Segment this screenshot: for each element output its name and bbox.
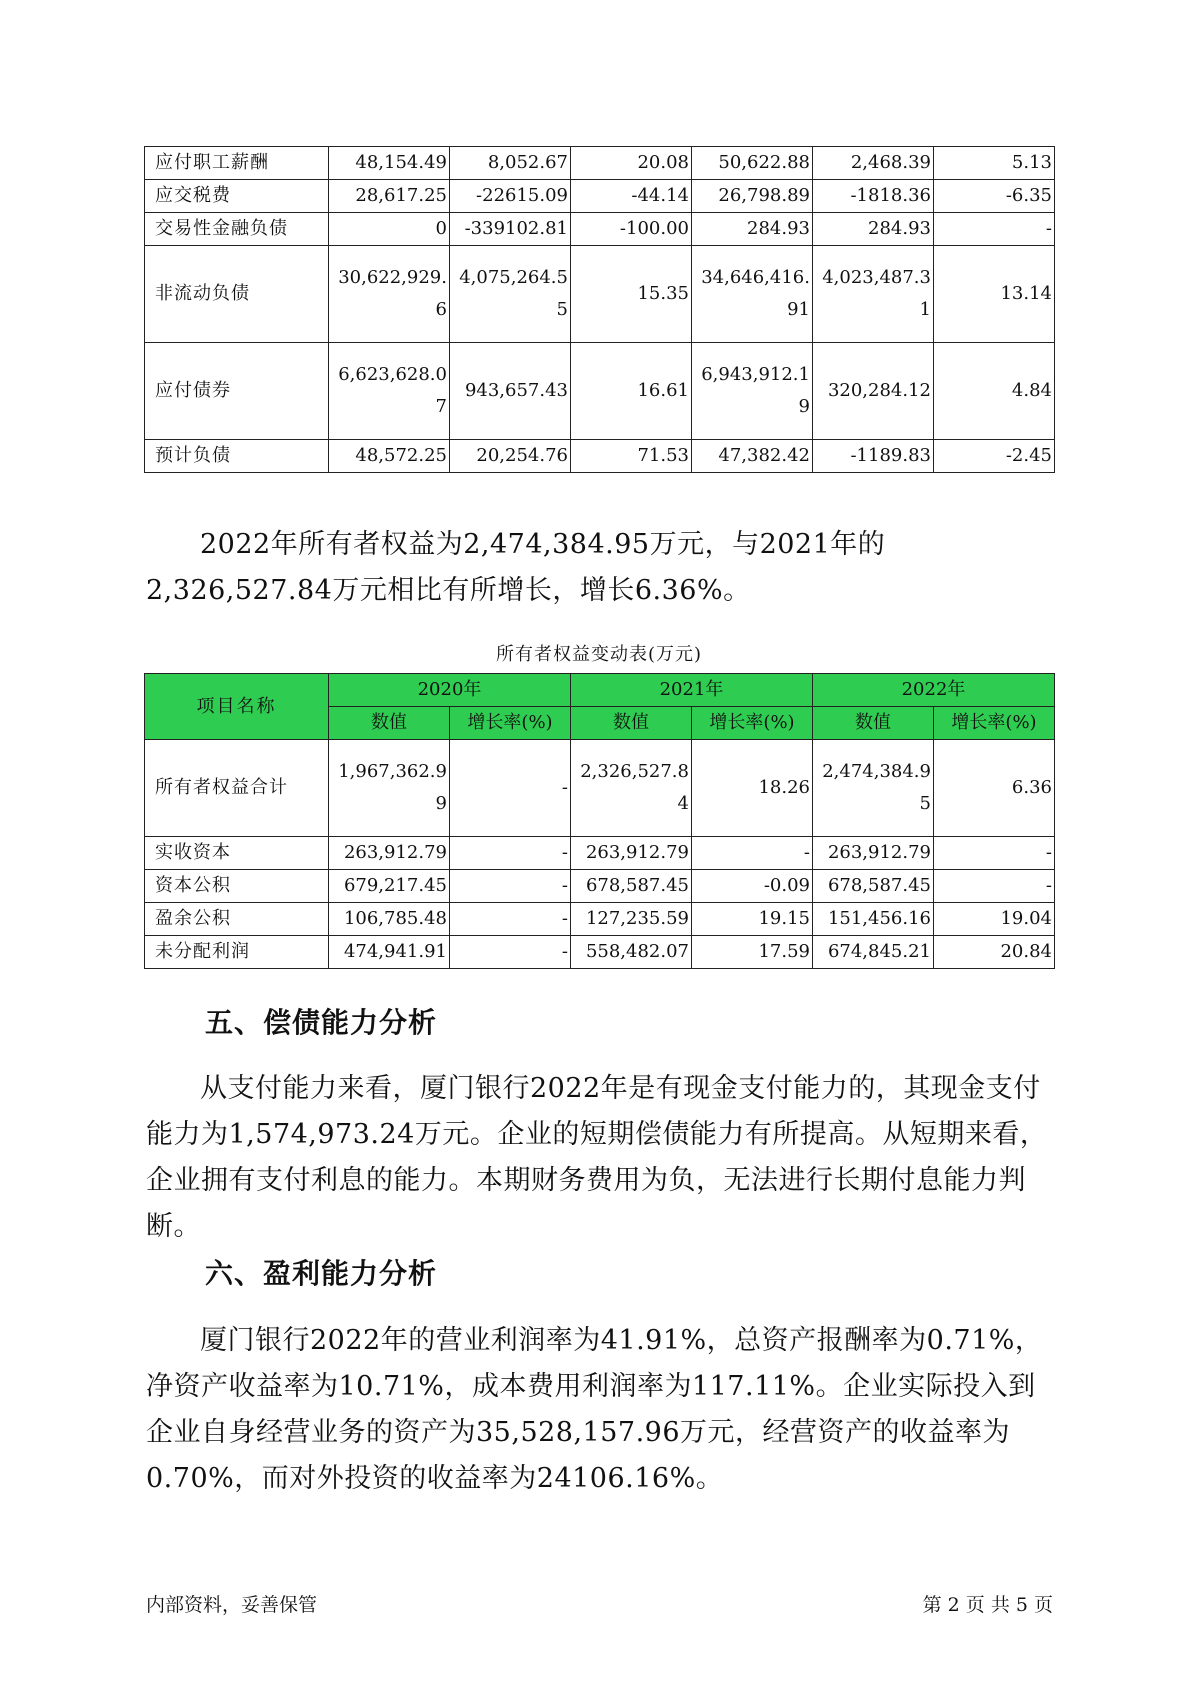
cell: 47,382.42 bbox=[692, 440, 813, 473]
cell: -339102.81 bbox=[450, 213, 571, 246]
cell: 558,482.07 bbox=[571, 936, 692, 969]
header-year: 2021年 bbox=[571, 674, 813, 707]
cell: 13.14 bbox=[934, 246, 1055, 343]
cell: 17.59 bbox=[692, 936, 813, 969]
cell: 26,798.89 bbox=[692, 180, 813, 213]
header-value: 数值 bbox=[329, 707, 450, 740]
cell: 2,468.39 bbox=[813, 147, 934, 180]
cell: - bbox=[934, 870, 1055, 903]
solvency-paragraph: 从支付能力来看，厦门银行2022年是有现金支付能力的，其现金支付能力为1,574,973.24万元。企业的短期偿债能力有所提高。从短期来看，企业拥有支付利息的能力。本期财务费用为负，无法进行长期付息能力判断。 bbox=[146, 1073, 1048, 1242]
row-name: 应付职工薪酬 bbox=[145, 147, 329, 180]
table-row bbox=[145, 440, 1055, 473]
cell: 320,284.12 bbox=[813, 343, 934, 440]
row-name: 应交税费 bbox=[145, 180, 329, 213]
cell: 28,617.25 bbox=[329, 180, 450, 213]
header-year: 2022年 bbox=[813, 674, 1055, 707]
header-value: 数值 bbox=[813, 707, 934, 740]
table-row bbox=[145, 246, 1055, 343]
cell: 263,912.79 bbox=[571, 837, 692, 870]
equity-table-caption: 所有者权益变动表(万元) bbox=[495, 644, 703, 665]
cell: 50,622.88 bbox=[692, 147, 813, 180]
cell: -100.00 bbox=[571, 213, 692, 246]
row-name: 预计负债 bbox=[145, 440, 329, 473]
table-row bbox=[145, 343, 1055, 440]
cell: 6,623,628.07 bbox=[329, 343, 450, 440]
cell: - bbox=[450, 870, 571, 903]
cell: 263,912.79 bbox=[329, 837, 450, 870]
cell: -22615.09 bbox=[450, 180, 571, 213]
cell: 30,622,929.6 bbox=[329, 246, 450, 343]
header-year: 2020年 bbox=[329, 674, 571, 707]
table-row bbox=[145, 870, 1055, 903]
cell: - bbox=[450, 903, 571, 936]
cell: - bbox=[450, 936, 571, 969]
row-name: 非流动负债 bbox=[145, 246, 329, 343]
cell: 284.93 bbox=[813, 213, 934, 246]
cell: - bbox=[934, 837, 1055, 870]
table-header-row bbox=[145, 674, 1055, 707]
cell: -1189.83 bbox=[813, 440, 934, 473]
cell: 5.13 bbox=[934, 147, 1055, 180]
cell: - bbox=[450, 837, 571, 870]
cell: 19.15 bbox=[692, 903, 813, 936]
cell: 0 bbox=[329, 213, 450, 246]
cell: 34,646,416.91 bbox=[692, 246, 813, 343]
equity-summary-paragraph: 2022年所有者权益为2,474,384.95万元，与2021年的2,326,527.84万元相比有所增长，增长6.36%。 bbox=[146, 529, 886, 606]
cell: 6,943,912.19 bbox=[692, 343, 813, 440]
equity-table bbox=[144, 673, 1055, 969]
cell: 674,845.21 bbox=[813, 936, 934, 969]
cell: 8,052.67 bbox=[450, 147, 571, 180]
table-row bbox=[145, 903, 1055, 936]
cell: 679,217.45 bbox=[329, 870, 450, 903]
row-name: 盈余公积 bbox=[145, 903, 329, 936]
cell: 2,474,384.95 bbox=[813, 740, 934, 837]
profitability-paragraph: 厦门银行2022年的营业利润率为41.91%，总资产报酬率为0.71%，净资产收益率为10.71%，成本费用利润率为117.11%。企业实际投入到企业自身经营业务的资产为35,528,157.96万元，经营资产的收益率为0.70%，而对外投资的收益率为24106.16%。 bbox=[146, 1325, 1043, 1494]
cell: -6.35 bbox=[934, 180, 1055, 213]
row-name: 实收资本 bbox=[145, 837, 329, 870]
liability-table bbox=[144, 146, 1055, 473]
cell: - bbox=[450, 740, 571, 837]
cell: 263,912.79 bbox=[813, 837, 934, 870]
cell: 6.36 bbox=[934, 740, 1055, 837]
cell: 18.26 bbox=[692, 740, 813, 837]
cell: 71.53 bbox=[571, 440, 692, 473]
row-name: 未分配利润 bbox=[145, 936, 329, 969]
cell: - bbox=[692, 837, 813, 870]
header-value: 数值 bbox=[571, 707, 692, 740]
cell: 678,587.45 bbox=[571, 870, 692, 903]
footer-confidential-note: 内部资料，妥善保管 bbox=[146, 1594, 318, 1616]
row-name: 所有者权益合计 bbox=[145, 740, 329, 837]
cell: 20.84 bbox=[934, 936, 1055, 969]
cell: 284.93 bbox=[692, 213, 813, 246]
section-heading-profitability: 六、盈利能力分析 bbox=[205, 1257, 438, 1290]
cell: 943,657.43 bbox=[450, 343, 571, 440]
cell: 106,785.48 bbox=[329, 903, 450, 936]
cell: -44.14 bbox=[571, 180, 692, 213]
cell: 48,154.49 bbox=[329, 147, 450, 180]
cell: 474,941.91 bbox=[329, 936, 450, 969]
table-row bbox=[145, 180, 1055, 213]
cell: 1,967,362.99 bbox=[329, 740, 450, 837]
header-growth: 增长率(%) bbox=[692, 707, 813, 740]
row-name: 应付债券 bbox=[145, 343, 329, 440]
cell: 127,235.59 bbox=[571, 903, 692, 936]
header-growth: 增长率(%) bbox=[934, 707, 1055, 740]
cell: 4.84 bbox=[934, 343, 1055, 440]
cell: -0.09 bbox=[692, 870, 813, 903]
cell: 16.61 bbox=[571, 343, 692, 440]
cell: 4,023,487.31 bbox=[813, 246, 934, 343]
cell: -2.45 bbox=[934, 440, 1055, 473]
row-name: 资本公积 bbox=[145, 870, 329, 903]
cell: 20.08 bbox=[571, 147, 692, 180]
section-heading-solvency: 五、偿债能力分析 bbox=[205, 1006, 438, 1039]
cell: 20,254.76 bbox=[450, 440, 571, 473]
table-row bbox=[145, 213, 1055, 246]
cell: 15.35 bbox=[571, 246, 692, 343]
table-row bbox=[145, 837, 1055, 870]
table-row bbox=[145, 740, 1055, 837]
cell: 4,075,264.55 bbox=[450, 246, 571, 343]
footer-page-number: 第 2 页 共 5 页 bbox=[922, 1594, 1053, 1616]
cell: 2,326,527.84 bbox=[571, 740, 692, 837]
cell: 19.04 bbox=[934, 903, 1055, 936]
cell: 678,587.45 bbox=[813, 870, 934, 903]
table-row bbox=[145, 936, 1055, 969]
header-item-name: 项目名称 bbox=[145, 674, 329, 740]
row-name: 交易性金融负债 bbox=[145, 213, 329, 246]
cell: 151,456.16 bbox=[813, 903, 934, 936]
table-row bbox=[145, 147, 1055, 180]
cell: 48,572.25 bbox=[329, 440, 450, 473]
cell: -1818.36 bbox=[813, 180, 934, 213]
cell: - bbox=[934, 213, 1055, 246]
header-growth: 增长率(%) bbox=[450, 707, 571, 740]
